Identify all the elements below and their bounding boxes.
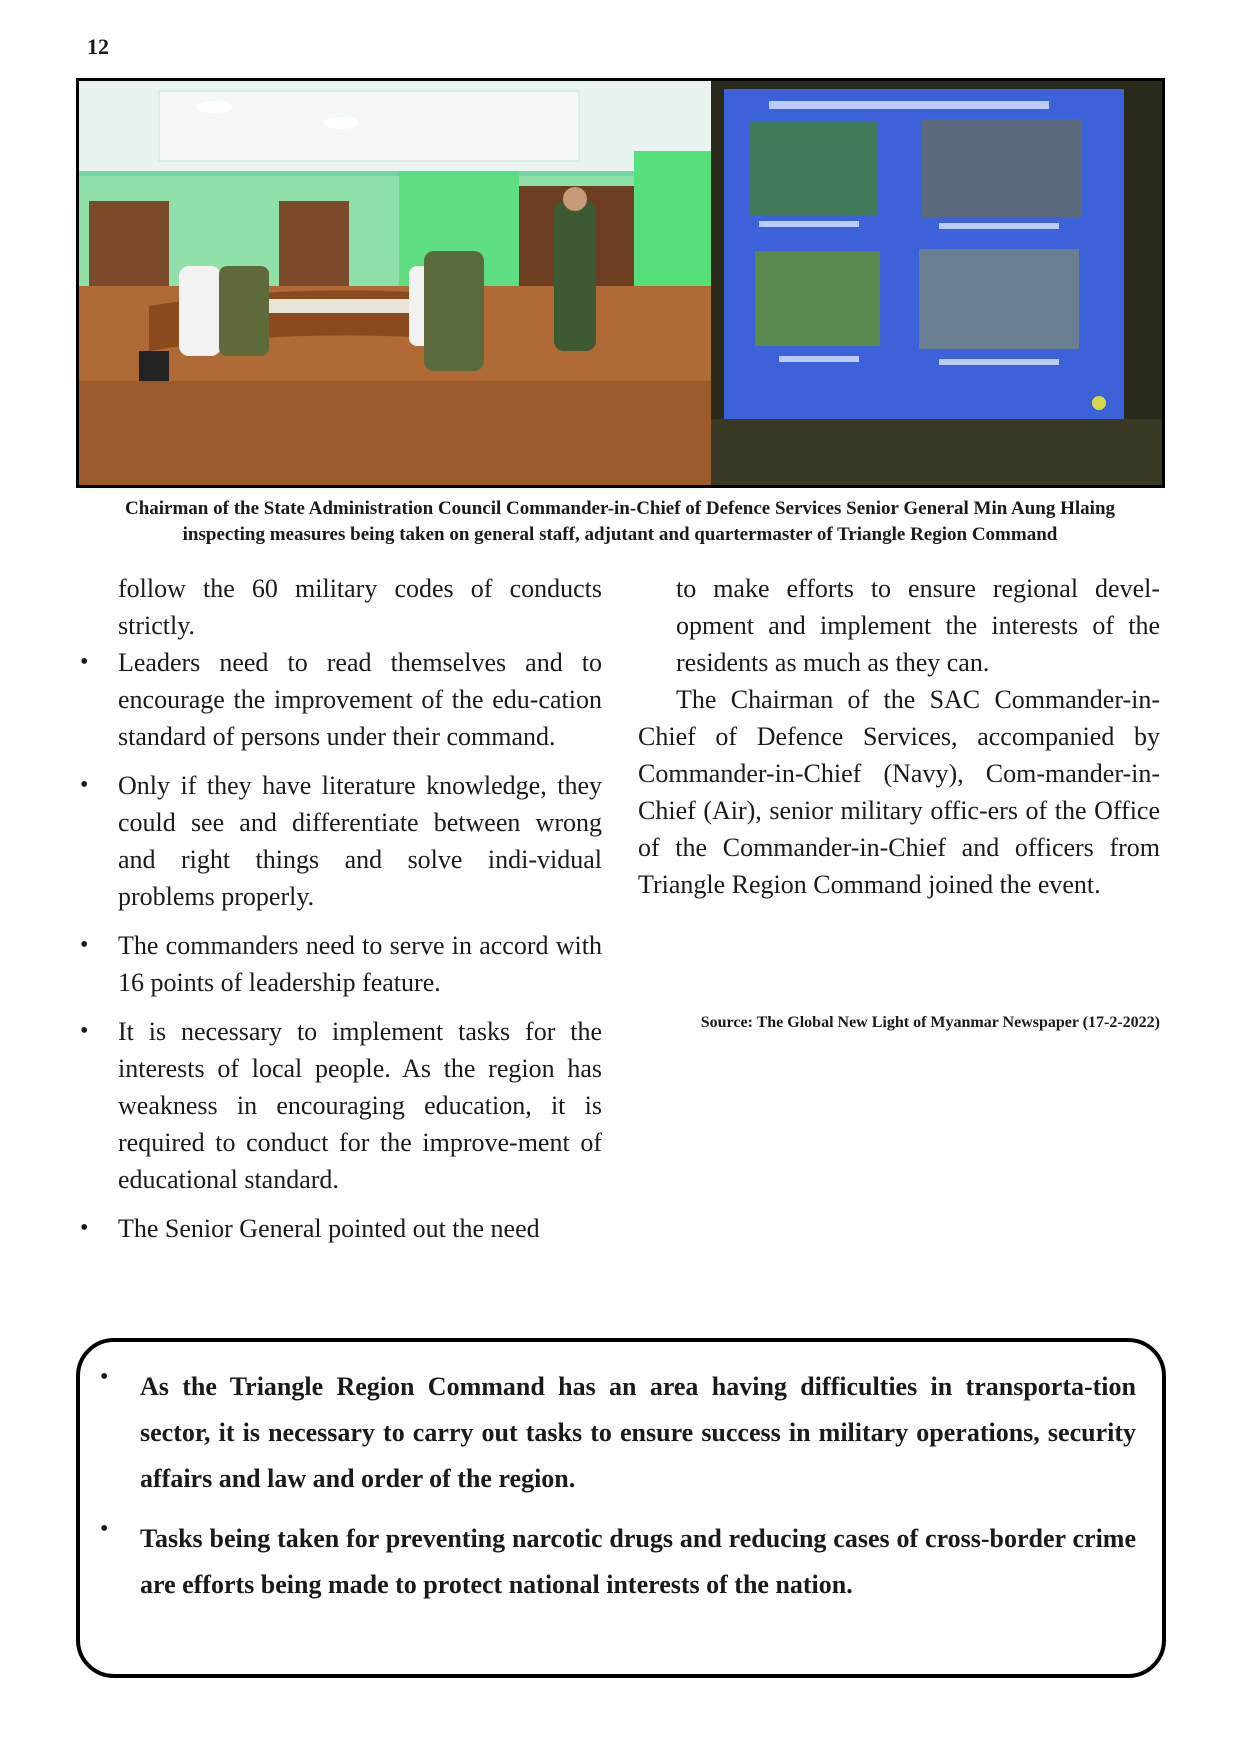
photo-caption: Chairman of the State Administration Council Commander-in-Chief of Defence Services Senior General Min Aung Hlaing inspecting measures being taken on general staff, adjutant and quartermaster of Triangle Region Command [124,498,1116,545]
bullet-icon: • [80,772,89,798]
bullet-icon: • [100,1516,109,1542]
list-item [80,1013,602,1198]
bullet-icon: • [80,649,89,675]
highlight-box [76,1338,1166,1678]
list-item [80,644,602,755]
bullet-text: The Senior General pointed out the need [118,1214,540,1243]
body-paragraph: The Chairman of the SAC Commander-in-Chief of Defence Services, accompanied by Commander-in-Chief (Navy), Com-mander-in-Chief (Air), senior military offic-ers of the Office of the Commander-in-Chief and officers from Triangle Region Command joined the event. [638,685,1160,899]
highlight-text: As the Triangle Region Command has an area having difficulties in transporta-tion sector, it is necessary to carry out tasks to ensure success in military operations, security affairs and law and order of the region. [140,1372,1136,1493]
bullet-text: The commanders need to serve in accord with 16 points of leadership feature. [118,931,602,997]
list-item [100,1364,1136,1502]
bullet-text: It is necessary to implement tasks for the interests of local people. As the region has weakness in encouraging education, it is required to conduct for the improve-ment of educational standard. [118,1017,602,1194]
bullet-icon: • [100,1364,109,1390]
list-item [80,927,602,1001]
left-continuation-text: follow the 60 military codes of conducts strictly. [118,574,602,640]
bullet-icon: • [80,932,89,958]
list-item [80,767,602,915]
list-item [80,1210,602,1247]
bullet-icon: • [80,1018,89,1044]
list-item [100,1516,1136,1608]
bullet-text: Leaders need to read themselves and to encourage the improvement of the edu-cation standard of persons under their command. [118,648,602,751]
right-column [638,570,1160,903]
left-column [80,570,602,1259]
source-credit: Source: The Global New Light of Myanmar Newspaper (17-2-2022) [700,1014,1160,1031]
right-continuation-text: to make efforts to ensure regional devel-opment and implement the interests of the residents as much as they can. [676,574,1160,677]
bullet-icon: • [80,1215,89,1241]
highlight-text: Tasks being taken for preventing narcotic drugs and reducing cases of cross-border crime are efforts being made to protect national interests of the nation. [140,1524,1136,1599]
bullet-text: Only if they have literature knowledge, they could see and differentiate between wrong and right things and solve indi-vidual problems properly. [118,771,602,911]
news-photo [76,78,1165,488]
meeting-hall-photo-icon [79,81,1162,485]
page-number: 12 [87,34,109,59]
